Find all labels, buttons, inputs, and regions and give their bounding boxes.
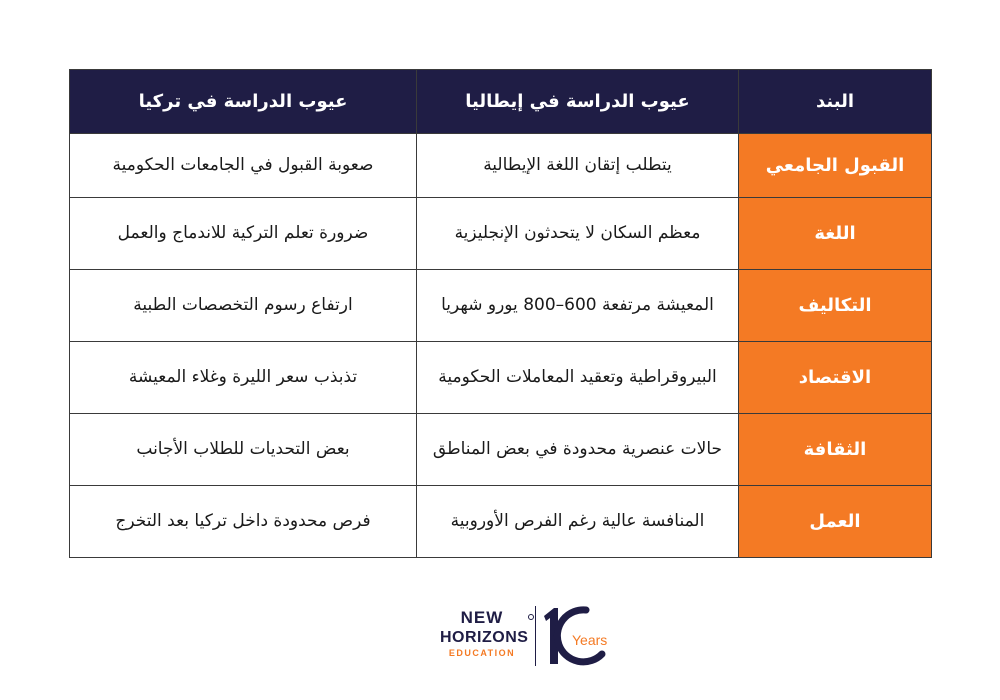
header-item: البند	[739, 70, 932, 134]
years-label: Years	[572, 632, 608, 648]
italy-cell: يتطلب إتقان اللغة الإيطالية	[417, 134, 739, 198]
table-row	[70, 198, 932, 270]
header-turkey: عيوب الدراسة في تركيا	[70, 70, 417, 134]
turkey-cell: بعض التحديات للطلاب الأجانب	[70, 414, 417, 486]
turkey-cell: فرص محدودة داخل تركيا بعد التخرج	[70, 486, 417, 558]
brand-line-education: EDUCATION	[448, 648, 516, 658]
new-horizons-logo	[440, 600, 620, 672]
brand-wordmark	[440, 608, 529, 660]
table-header-row	[70, 70, 932, 134]
italy-cell: حالات عنصرية محدودة في بعض المناطق	[417, 414, 739, 486]
turkey-cell: تذبذب سعر الليرة وغلاء المعيشة	[70, 342, 417, 414]
row-label: التكاليف	[739, 270, 932, 342]
row-label: الاقتصاد	[739, 342, 932, 414]
table-row	[70, 134, 932, 198]
turkey-cell: صعوبة القبول في الجامعات الحكومية	[70, 134, 417, 198]
row-label: العمل	[739, 486, 932, 558]
table-row	[70, 342, 932, 414]
comparison-table	[69, 69, 932, 558]
row-label: الثقافة	[739, 414, 932, 486]
table-row	[70, 486, 932, 558]
italy-cell: المعيشة مرتفعة 600–800 يورو شهريا	[417, 270, 739, 342]
italy-cell: معظم السكان لا يتحدثون الإنجليزية	[417, 198, 739, 270]
header-italy: عيوب الدراسة في إيطاليا	[417, 70, 739, 134]
row-label: اللغة	[739, 198, 932, 270]
italy-cell: البيروقراطية وتعقيد المعاملات الحكومية	[417, 342, 739, 414]
logo-divider	[535, 606, 536, 666]
italy-cell: المنافسة عالية رغم الفرص الأوروبية	[417, 486, 739, 558]
turkey-cell: ارتفاع رسوم التخصصات الطبية	[70, 270, 417, 342]
brand-line-new: NEW	[460, 608, 504, 627]
table-row	[70, 414, 932, 486]
brand-line-horizons: HORIZONS	[440, 629, 529, 646]
table-row	[70, 270, 932, 342]
registered-dot-icon	[528, 614, 534, 620]
row-label: القبول الجامعي	[739, 134, 932, 198]
turkey-cell: ضرورة تعلم التركية للاندماج والعمل	[70, 198, 417, 270]
